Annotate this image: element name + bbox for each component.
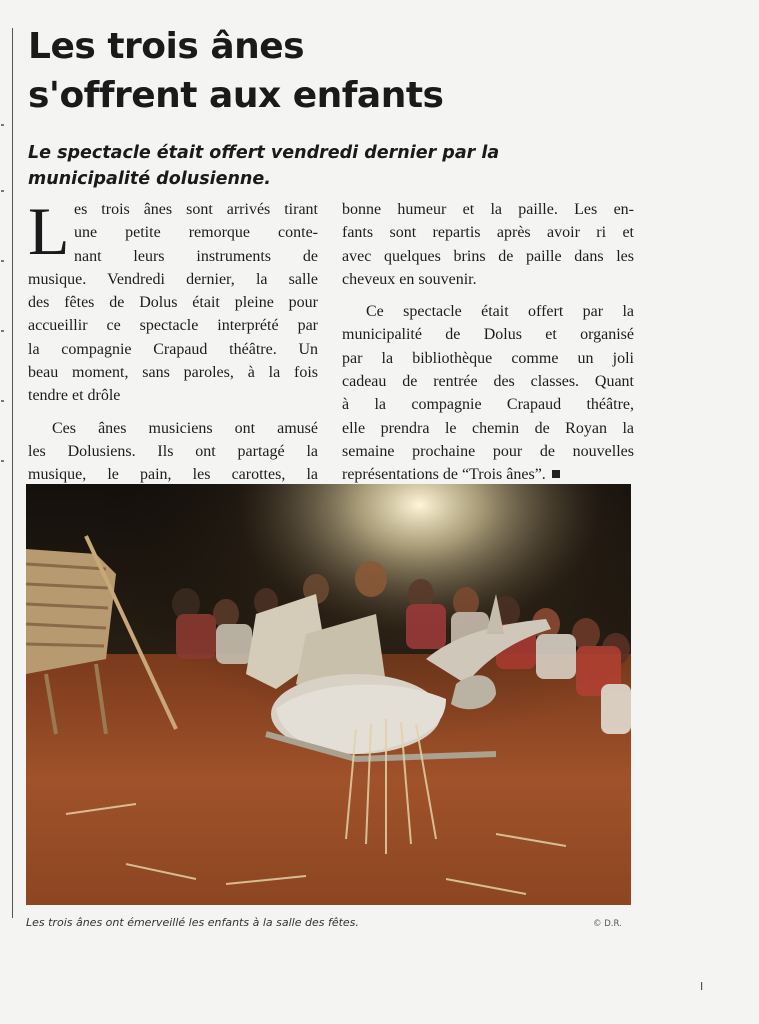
body-line: elle prendra le chemin de Royan la: [342, 419, 634, 437]
standfirst: [28, 140, 648, 192]
final-sentence: représentations de “Trois ânes”.: [342, 466, 546, 484]
body-line: tendre et drôle: [28, 387, 121, 405]
photo-credit: © D.R.: [593, 919, 622, 929]
article-column-right: [342, 198, 634, 487]
headline-line-2: s'offrent aux enfants: [28, 75, 444, 116]
body-line: des fêtes de Dolus était pleine pour: [28, 294, 318, 312]
body-line: par la bibliothèque comme un joli: [342, 349, 634, 367]
headline-line-1: Les trois ânes: [28, 26, 305, 67]
body-line: une petite remorque conte-: [74, 224, 318, 242]
body-line: la compagnie Crapaud théâtre. Un: [28, 340, 318, 358]
body-line: Ce spectacle était offert par la: [366, 303, 634, 321]
margin-marks: [0, 120, 8, 500]
body-line: semaine prochaine pour de nouvelles: [342, 442, 634, 460]
standfirst-line-1: Le spectacle était offert vendredi dernier par la: [28, 143, 500, 163]
column-rule: [12, 28, 13, 918]
body-line: beau moment, sans paroles, à la fois: [28, 364, 318, 382]
photo-caption: Les trois ânes ont émerveillé les enfants à la salle des fêtes.: [26, 916, 359, 929]
body-line: fants sont repartis après avoir ri et: [342, 224, 634, 242]
drop-cap: L: [28, 193, 70, 269]
article-photo: [26, 484, 631, 905]
body-line: nant leurs instruments de: [74, 247, 318, 265]
body-line: les Dolusiens. Ils ont partagé la: [28, 442, 318, 460]
article-column-left: [28, 193, 318, 487]
body-line: avec quelques brins de paille dans les: [342, 247, 634, 265]
headline: [28, 22, 648, 120]
body-line: Ces ânes musiciens ont amusé: [52, 419, 318, 437]
body-line: musique. Vendredi dernier, la salle: [28, 270, 318, 288]
body-line: accueillir ce spectacle interprété par: [28, 317, 318, 335]
end-of-article-mark: [552, 470, 560, 478]
body-line: cheveux en souvenir.: [342, 270, 477, 288]
stage-scene-illustration: [26, 484, 631, 905]
body-line: es trois ânes sont arrivés tirant: [74, 201, 318, 218]
body-line: à la compagnie Crapaud théâtre,: [342, 396, 634, 414]
page-folio: I: [700, 980, 704, 993]
body-line: bonne humeur et la paille. Les en-: [342, 201, 634, 218]
body-line: musique, le pain, les carottes, la: [28, 466, 318, 484]
body-line: municipalité de Dolus et organisé: [342, 326, 634, 344]
body-line: cadeau de rentrée des classes. Quant: [342, 373, 634, 391]
standfirst-line-2: municipalité dolusienne.: [28, 169, 271, 189]
